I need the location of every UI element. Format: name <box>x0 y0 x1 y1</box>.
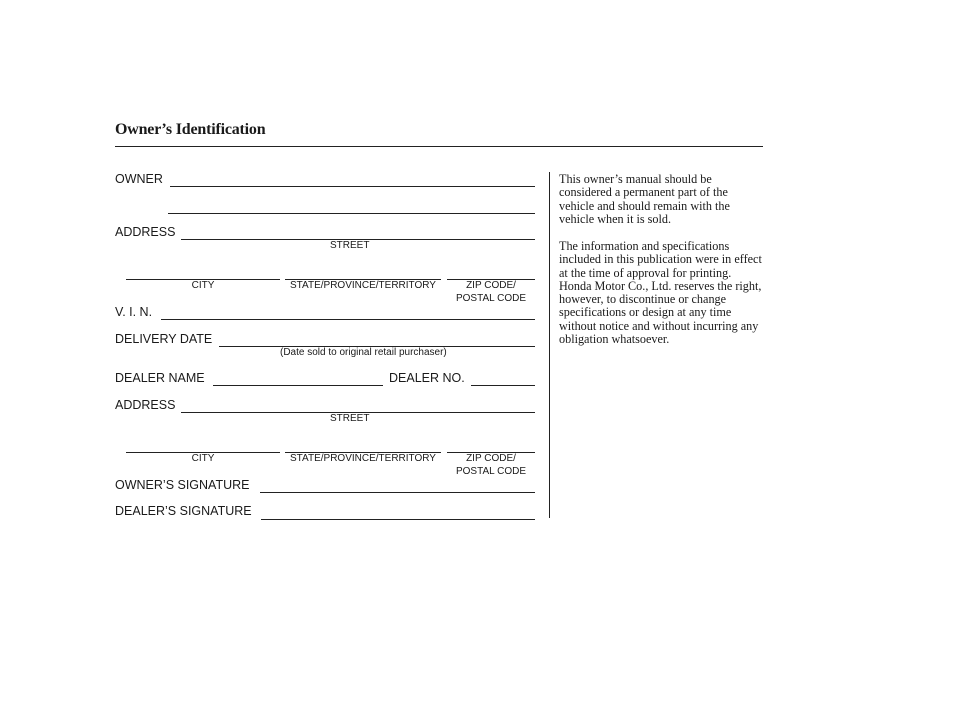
note-paragraph-2: The information and specifications included in this publication were in effect at the time of approval for printing. Honda Motor Co., Ltd. reserves the right, however, to discontinue or change specifications or design at any time without notice and without incurring any obligation whatsoever. <box>559 239 762 347</box>
dealer-postal-code-caption: POSTAL CODE <box>455 466 526 477</box>
state-caption: STATE/PROVINCE/TERRITORY <box>290 280 436 291</box>
address-label: ADDRESS <box>115 225 176 239</box>
city-caption: CITY <box>191 280 215 291</box>
page-title: Owner’s Identification <box>115 121 266 138</box>
dealer-signature-field[interactable] <box>261 519 535 520</box>
owner-signature-label: OWNER’S SIGNATURE <box>115 478 250 492</box>
dealer-signature-label: DEALER’S SIGNATURE <box>115 504 252 518</box>
title-rule <box>115 146 763 147</box>
dealer-name-label: DEALER NAME <box>115 371 205 385</box>
note-paragraph-1: This owner’s manual should be considered a permanent part of the vehicle and should remain with the vehicle when it is sold. <box>559 172 730 226</box>
vin-field[interactable] <box>161 319 535 320</box>
vin-label: V. I. N. <box>115 305 153 319</box>
zip-caption: ZIP CODE/ <box>466 280 516 291</box>
delivery-date-caption: (Date sold to original retail purchaser) <box>280 347 447 358</box>
column-divider <box>549 172 550 518</box>
delivery-date-label: DELIVERY DATE <box>115 332 213 346</box>
dealer-street-caption: STREET <box>330 413 370 424</box>
owner-label: OWNER <box>115 172 163 186</box>
owner-field-line-2[interactable] <box>168 213 535 214</box>
street-caption: STREET <box>330 240 370 251</box>
dealer-city-caption: CITY <box>191 453 215 464</box>
dealer-zip-caption: ZIP CODE/ <box>466 453 516 464</box>
postal-code-caption: POSTAL CODE <box>455 293 526 304</box>
owner-signature-field[interactable] <box>260 492 535 493</box>
dealer-address-label: ADDRESS <box>115 398 176 412</box>
dealer-name-field[interactable] <box>213 385 383 386</box>
dealer-no-field[interactable] <box>471 385 535 386</box>
owner-field[interactable] <box>170 186 535 187</box>
dealer-state-caption: STATE/PROVINCE/TERRITORY <box>290 453 436 464</box>
dealer-no-label: DEALER NO. <box>389 371 465 385</box>
